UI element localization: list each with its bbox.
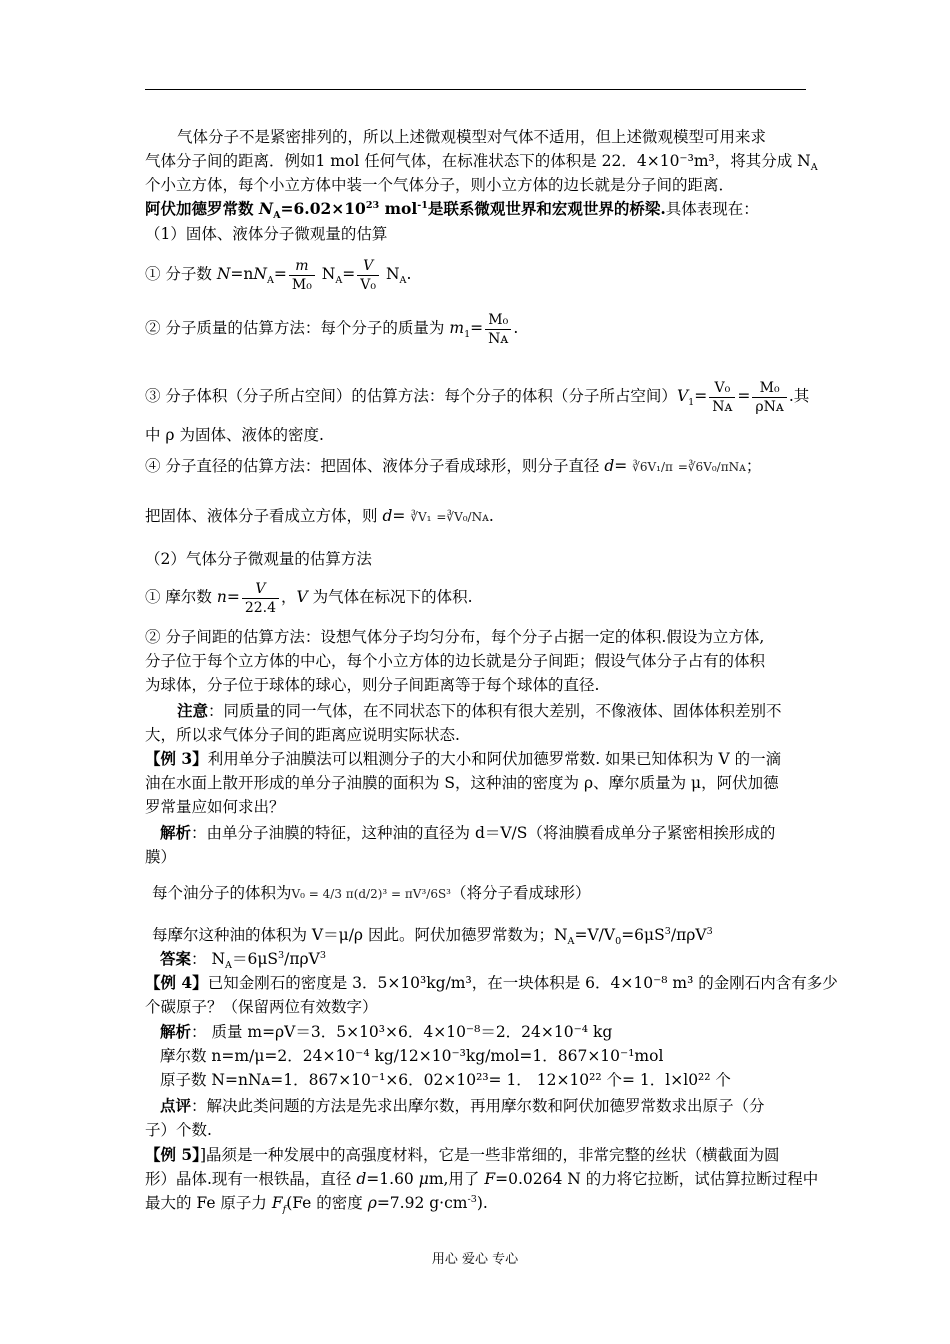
example-4-line: 个碳原子？（保留两位有效数字） bbox=[145, 998, 378, 1016]
avogadro-formula-line: 每摩尔这种油的体积为 V＝μ/ρ 因此。阿伏加德罗常数为；$N_A=V/V_0=6\mu S^3/\pi\rho V^3$ bbox=[152, 925, 713, 948]
formula-molecule-volume: ③ 分子体积（分子所占空间）的估算方法：每个分子的体积（分子所占空间）$V_1=$ $\frac{\text{V₀}}{\text{Nᴀ}}$ = $\frac{\text{M₀}}{\text{ρNᴀ}}$ .其 bbox=[145, 379, 810, 415]
para-line: 分子位于每个立方体的中心，每个小立方体的边长就是分子间距；假设气体分子占有的体积 bbox=[145, 652, 766, 670]
answer-line: 答案： $N_A=6\mu S^3/\pi\rho V^3$ bbox=[160, 949, 326, 972]
comment-line: 点评：解决此类问题的方法是先求出摩尔数，再用摩尔数和阿伏加德罗常数求出原子（分 bbox=[160, 1096, 765, 1115]
example-3-line: 罗常量应如何求出？ bbox=[145, 798, 285, 816]
analysis-line: 摩尔数 n=m/μ=2．24×10⁻⁴ kg/12×10⁻³kg/mol=1．867×10⁻¹mol bbox=[160, 1047, 664, 1065]
para-line: 为球体，分子位于球体的球心，则分子间距离等于每个球体的直径. bbox=[145, 676, 600, 694]
para-line: 气体分子不是紧密排列的，所以上述微观模型对气体不适用，但上述微观模型可用来求 bbox=[177, 128, 767, 146]
formula-molecule-count: ① 分子数 $N=nN_A=$ $\frac{m}{\text{M₀}}$ $N_A=$ $\frac{V}{\text{V₀}}$ $N_A$. bbox=[145, 257, 412, 293]
analysis-line: 原子数 N=nNᴀ=1．867×10⁻¹×6．02×10²³= 1． 12×10²² 个= 1．l×l0²² 个 bbox=[160, 1071, 731, 1089]
example-5-line: 形）晶体.现有一根铁晶，直径 d=1.60 μm,用了 F=0.0264 N 的力将它拉断，试估算拉断过程中 bbox=[145, 1170, 819, 1188]
fraction: $\frac{\text{M₀}}{\text{ρNᴀ}}$ bbox=[752, 380, 786, 415]
oil-molecule-volume: 每个油分子的体积为V₀ = 4/3 π(d/2)³ = πV³/6S³（将分子看成球形） bbox=[152, 884, 591, 902]
avogadro-line: 阿伏加德罗常数 $N_A=6.02\times 10^{23}$ mol$^{-1}$是联系微观世界和宏观世界的桥梁.具体表现在： bbox=[145, 199, 759, 222]
fraction: $\frac{V}{22.4}$ bbox=[242, 581, 279, 616]
analysis-line: 膜） bbox=[145, 848, 177, 866]
example-3-line: 【例 3】利用单分子油膜法可以粗测分子的大小和阿伏加德罗常数. 如果已知体积为 V 的一滴 bbox=[145, 749, 782, 768]
fraction: $\frac{\text{V₀}}{\text{Nᴀ}}$ bbox=[709, 380, 735, 415]
note-line: 注意：同质量的同一气体，在不同状态下的体积有很大差别，不像液体、固体体积差别不 bbox=[177, 701, 782, 720]
fraction: $\frac{V}{\text{V₀}}$ bbox=[357, 258, 379, 293]
example-5-line: 最大的 Fe 原子力 $F_f(Fe$ 的密度 ρ=7.92 $g\cdot cm^{-3}$). bbox=[145, 1193, 488, 1216]
formula-diameter-cube: 把固体、液体分子看成立方体，则 d= ∛V₁ =∛V₀/Nᴀ. bbox=[145, 507, 494, 525]
note-line: 大，所以求气体分子间的距离应说明实际状态. bbox=[145, 726, 460, 744]
section-heading: （1）固体、液体分子微观量的估算 bbox=[145, 225, 388, 243]
para-line: ② 分子间距的估算方法：设想气体分子均匀分布，每个分子占据一定的体积.假设为立方体, bbox=[145, 628, 765, 646]
example-3-line: 油在水面上散开形成的单分子油膜的面积为 S，这种油的密度为 ρ、摩尔质量为 μ，阿伏加德 bbox=[145, 774, 779, 792]
section-heading: （2）气体分子微观量的估算方法 bbox=[145, 550, 372, 568]
analysis-line: 解析：由单分子油膜的特征，这种油的直径为 d＝V/S（将油膜看成单分子紧密相挨形成的 bbox=[160, 823, 776, 842]
example-4-line: 【例 4】已知金刚石的密度是 3．5×10³kg/m³，在一块体积是 6．4×10⁻⁸ m³ 的金刚石内含有多少 bbox=[145, 973, 838, 992]
para-line: 中 ρ 为固体、液体的密度. bbox=[145, 426, 324, 444]
fraction: $\frac{\text{M₀}}{\text{Nᴀ}}$ bbox=[485, 312, 511, 347]
para-line: 个小立方体，每个小立方体中装一个气体分子，则小立方体的边长就是分子间的距离． bbox=[145, 176, 735, 194]
formula-molecule-mass: ② 分子质量的估算方法：每个分子的质量为 $m_1=$ $\frac{\text{M₀}}{\text{Nᴀ}}$ . bbox=[145, 311, 519, 347]
fraction: $\frac{m}{\text{M₀}}$ bbox=[289, 258, 315, 293]
formula-mole-number: ① 摩尔数 n= $\frac{V}{22.4}$ ，V 为气体在标况下的体积. bbox=[145, 580, 473, 616]
example-5-line: 【例 5】]晶须是一种发展中的高强度材料，它是一些非常细的，非常完整的丝状（横截面为圆 bbox=[145, 1145, 780, 1164]
page-footer: 用心 爱心 专心 bbox=[431, 1252, 519, 1267]
analysis-line: 解析： 质量 m=ρV＝3．5×10³×6．4×10⁻⁸＝2．24×10⁻⁴ kg bbox=[160, 1022, 613, 1041]
formula-diameter-sphere: ④ 分子直径的估算方法：把固体、液体分子看成球形，则分子直径 d= ∛6V₁/π =∛6V₀/πNᴀ； bbox=[145, 457, 762, 475]
header-rule bbox=[145, 89, 806, 90]
comment-line: 子）个数. bbox=[145, 1121, 212, 1139]
para-line: 气体分子间的距离．例如1 mol 任何气体，在标准状态下的体积是 22．4×10⁻³m³，将其分成 $N_A$ bbox=[145, 152, 818, 174]
